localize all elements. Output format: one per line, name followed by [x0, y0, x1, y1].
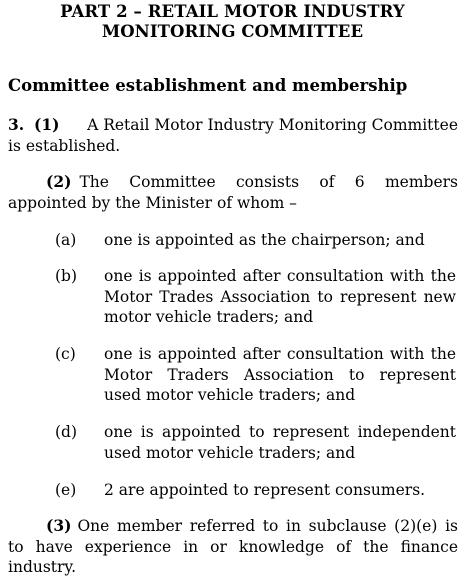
list-item-text [104, 344, 456, 406]
clause-3-subclause-3 [8, 516, 458, 578]
subclause-3-text-line-3: industry. [8, 558, 77, 576]
subclause-3-label: (3) [46, 516, 72, 535]
list-item-line: Motor Trades Association to represent new [104, 287, 456, 306]
subclause-1-text-line-2: is established. [8, 136, 121, 155]
subclause-1-label: (1) [34, 115, 60, 134]
subclause-2-label: (2) [46, 172, 72, 191]
part-title [0, 2, 465, 42]
list-item-line: Motor Traders Association to represent [104, 365, 456, 384]
list-item-line: used motor vehicle traders; and [104, 443, 356, 462]
subclause-2-text-line-1: The Committee consists of 6 members [79, 173, 458, 191]
list-item-label: (e) [55, 481, 77, 499]
list-item-line: 2 are appointed to represent consumers. [104, 481, 426, 499]
list-item-label: (b) [55, 267, 78, 285]
list-item-line: motor vehicle traders; and [104, 308, 314, 326]
list-item-line: one is appointed after consultation with the [104, 267, 456, 285]
list-item-label: (d) [55, 423, 78, 441]
section-heading: Committee establishment and membership [8, 76, 408, 95]
clause-3-3-line-1 [8, 516, 458, 537]
list-item-line: one is appointed after consultation with the [104, 345, 456, 363]
subclause-1-text-line-1: A Retail Motor Industry Monitoring Committee [87, 116, 458, 134]
list-item-line: one is appointed as the chairperson; and [104, 231, 425, 249]
subclause-2-text-line-2: appointed by the Minister of whom – [8, 193, 297, 212]
part-title-line-2: MONITORING COMMITTEE [101, 22, 364, 41]
list-item-label: (c) [55, 345, 76, 363]
clause-3-subclause-1 [8, 115, 458, 156]
list-item-line: one is appointed to represent independent [104, 423, 456, 441]
clause-3-subclause-2 [8, 172, 458, 213]
list-item-text [104, 266, 456, 328]
list-item-text [104, 230, 456, 251]
subclause-3-text-line-1: One member referred to in subclause (2)(e) is [77, 517, 458, 535]
part-title-line-1: PART 2 – RETAIL MOTOR INDUSTRY [60, 2, 405, 21]
list-item-line: used motor vehicle traders; and [104, 386, 356, 404]
clause-3-1-line-1 [8, 115, 458, 136]
clause-number: 3. [8, 115, 25, 134]
list-item-text [104, 422, 456, 463]
list-item-label: (a) [55, 231, 77, 249]
list-item-text [104, 480, 456, 501]
clause-3-2-line-1 [8, 172, 458, 193]
subclause-3-text-line-2: to have experience in or knowledge of the finance [8, 537, 458, 556]
